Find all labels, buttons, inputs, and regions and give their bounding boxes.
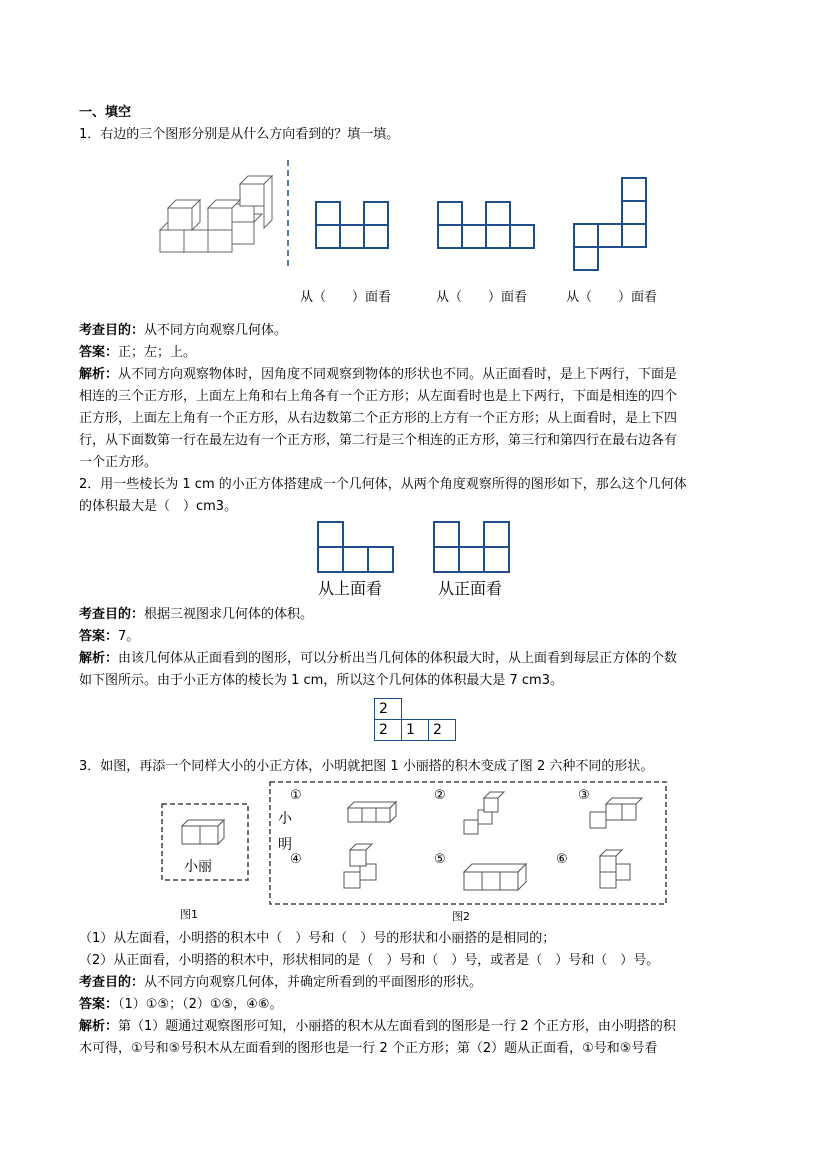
- q1-analysis-line: 行，从下面数第一行在最左边有一个正方形，第二行是三个相连的正方形，第三行和第四行在最右边各有: [79, 433, 678, 448]
- xiaoming-block-5: [464, 864, 526, 890]
- q3-answer: 答案：（1）①⑤；（2）①⑤，④⑥。: [79, 997, 283, 1012]
- q1-view-front: [316, 202, 388, 248]
- xiaoming-label-1: 小: [278, 811, 292, 827]
- q3-number-1: ①: [290, 788, 302, 803]
- q1-view-label-1: 从（ ）面看: [300, 290, 392, 305]
- xiaoming-label-2: 明: [278, 837, 292, 853]
- fig1-label: 图1: [180, 908, 198, 921]
- q3-sub2: （2）从正面看，小明搭的积木中，形状相同的是（ ）号和（ ）号，或者是（ ）号和（ ）号。: [79, 953, 660, 968]
- q2-answer: 答案：7。: [79, 629, 140, 644]
- q2-view-top: [318, 522, 393, 572]
- q2-purpose: 考查目的：根据三视图求几何体的体积。: [79, 607, 314, 622]
- xiaoli-blocks: [182, 820, 224, 844]
- grid-cell: 2: [429, 720, 456, 741]
- q3-figure: [160, 780, 670, 930]
- q2-analysis-line: 如下图所示。由于小正方体的棱长为 1 cm，所以这个几何体的体积最大是 7 cm3。: [79, 673, 563, 688]
- q2-view-front: [434, 522, 509, 572]
- xiaoming-block-2: [464, 792, 504, 834]
- q3-question: 3．如图，再添一个同样大小的小正方体，小明就把图 1 小丽搭的积木变成了图 2 六种不同的形状。: [79, 759, 654, 774]
- q3-number-3: ③: [578, 788, 590, 803]
- q1-view-label-3: 从（ ）面看: [566, 290, 658, 305]
- q2-analysis-line: 解析：由该几何体从正面看到的图形，可以分析出当几何体的体积最大时，从上面看到每层正方体的个数: [79, 651, 678, 666]
- xiaoming-block-1: [348, 802, 396, 822]
- xiaoming-block-4: [344, 844, 376, 888]
- q1-view-left: [438, 202, 534, 248]
- q1-analysis-line: 一个正方形。: [79, 455, 158, 470]
- q1-view-label-2: 从（ ）面看: [436, 290, 528, 305]
- grid-cell: 1: [402, 720, 429, 741]
- fig2-label: 图2: [452, 910, 470, 923]
- q1-analysis-line: 相连的三个正方形，上面左上角和右上角各有一个正方形；从左面看时也是上下两行，下面是相连的四个: [79, 389, 678, 404]
- q1-analysis-line: 解析：从不同方向观察物体时，因角度不同观察到物体的形状也不同。从正面看时，是上下两行，下面是: [79, 367, 678, 382]
- q3-sub1: （1）从左面看，小明搭的积木中（ ）号和（ ）号的形状和小丽搭的是相同的；: [79, 931, 556, 946]
- section-title: 一、填空: [79, 105, 132, 120]
- q3-purpose: 考查目的：从不同方向观察几何体，并确定所看到的平面图形的形状。: [79, 975, 483, 990]
- q1-solid-figure: [160, 176, 272, 252]
- q2-question-line: 的体积最大是（ ）cm3。: [79, 499, 238, 514]
- q1-answer: 答案：正；左；上。: [79, 345, 197, 360]
- xiaoming-block-6: [600, 850, 630, 888]
- q3-number-6: ⑥: [556, 852, 568, 867]
- q3-number-5: ⑤: [434, 852, 446, 867]
- xiaoming-block-3: [590, 798, 642, 828]
- q2-figure: [316, 520, 512, 576]
- q2-view-label-top: 从上面看: [318, 579, 383, 598]
- q2-question-line: 2．用一些棱长为 1 cm 的小正方体搭建成一个几何体，从两个角度观察所得的图形如下，那么这个几何体: [79, 477, 687, 492]
- q1-analysis-line: 正方形，上面左上角有一个正方形，从右边数第二个正方形的上方有一个正方形；从上面看时，是上下四: [79, 411, 678, 426]
- q1-view-top: [574, 178, 646, 270]
- q3-analysis-line: 木可得，①号和⑤号积木从左面看到的图形也是一行 2 个正方形；第（2）题从正面看，①号和⑤号看: [79, 1041, 658, 1056]
- q1-question: 1．右边的三个图形分别是从什么方向看到的？填一填。: [79, 127, 400, 142]
- grid-cell: 2: [375, 699, 402, 720]
- q3-analysis-line: 解析：第（1）题通过观察图形可知，小丽搭的积木从左面看到的图形是一行 2 个正方形，由小明搭的积: [79, 1019, 676, 1034]
- q1-purpose: 考查目的：从不同方向观察几何体。: [79, 323, 288, 338]
- q2-view-label-front: 从正面看: [438, 579, 503, 598]
- q3-number-2: ②: [434, 788, 446, 803]
- grid-cell: 2: [375, 720, 402, 741]
- q2-count-grid: [374, 698, 456, 741]
- xiaoli-label: 小丽: [184, 859, 212, 875]
- q3-number-4: ④: [290, 852, 302, 867]
